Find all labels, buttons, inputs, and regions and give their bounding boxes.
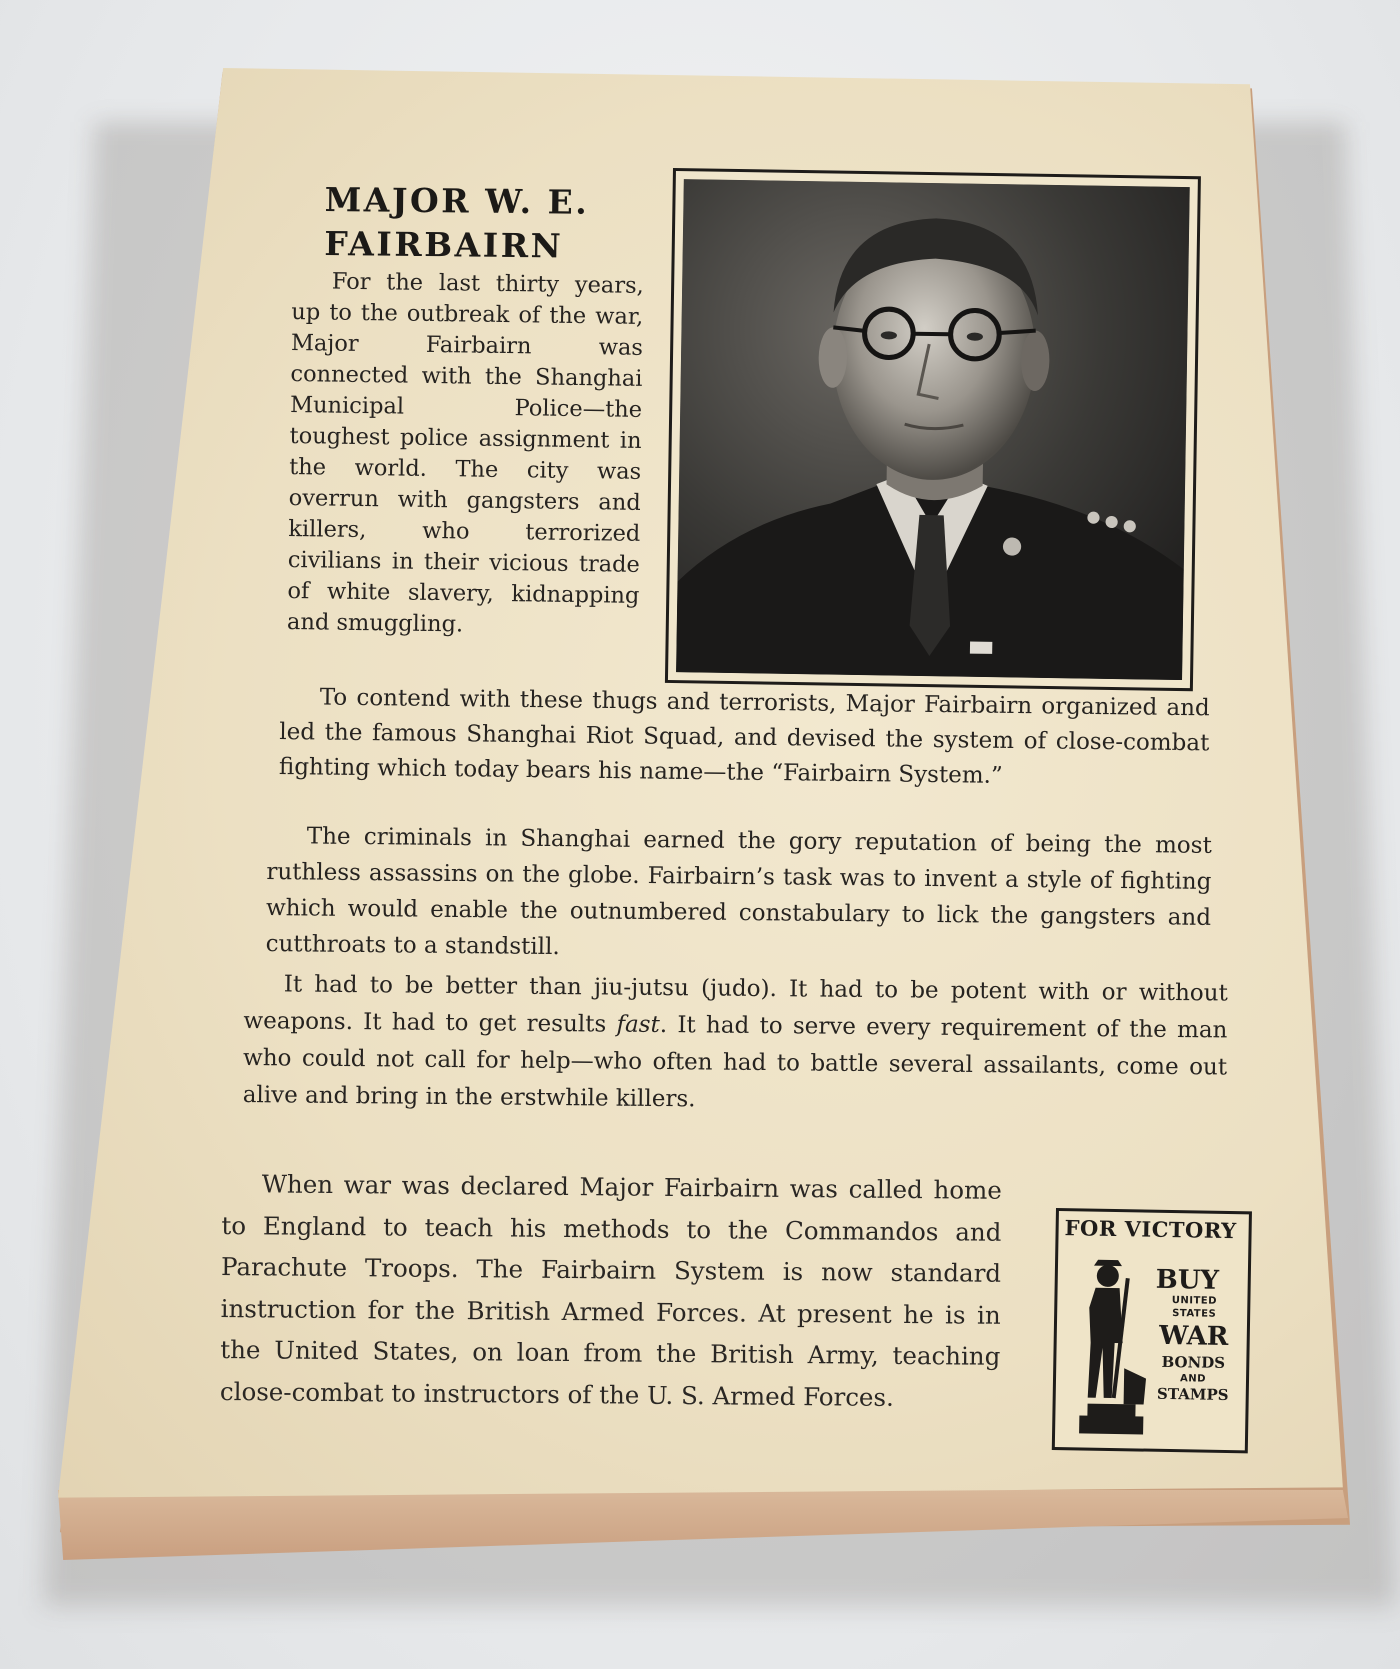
portrait-photo (676, 179, 1190, 680)
cover-title (324, 178, 589, 269)
stamp-bonds-text: BONDS (1161, 1352, 1226, 1372)
paragraph-criminals: The criminals in Shanghai earned the gory reputation of being the most ruthless assassins on the globe. Fairbairn’s task was to invent a style of fighting which would enable the outnumbered constabulary to lick the gangsters and cutthroats to a standstill. (265, 823, 1212, 961)
stamp-stamps-text: STAMPS (1156, 1384, 1229, 1405)
paragraph-riot-squad: To contend with these thugs and terrorists, Major Fairbairn organized and led the famous Shanghai Riot Squad, and devised the system of close-combat fighting which today bears his name—the “Fairbairn System.” (278, 684, 1210, 789)
paragraph-war: When war was declared Major Fairbairn was called home to England to teach his methods to the Commandos and Parachute Troops. The Fairbairn System is now standard instruction for the British Armed Forces. At present he is in the United States, on loan from the British Army, teaching close-combat to instructors of the U. S. Armed Forces. (219, 1169, 1002, 1412)
stamp-buy-text: BUY (1155, 1264, 1220, 1296)
minuteman-statue-icon (1065, 1247, 1156, 1439)
war-bonds-stamp (1052, 1208, 1252, 1453)
paragraph-requirements-part-2: . It had to serve every requirement of the man who could not call for help—who often had to battle several assailants, come out alive and bring in the erstwhile killers. (242, 1011, 1228, 1113)
paragraph-intro: For the last thirty years, up to the outbreak of the war, Major Fairbairn was connected with the Shanghai Municipal Police—the toughest police assignment in the world. The city was overrun with gangsters and killers, who terrorized civilians in their vicious trade of white slavery, kidnapping and smuggling. (286, 268, 644, 638)
stamp-united-text: UNITED (1171, 1295, 1218, 1307)
stamp-war-text: WAR (1158, 1320, 1229, 1353)
portrait-frame (665, 168, 1201, 691)
emphasis-fast: fast (616, 1011, 660, 1038)
paragraph-requirements-part-1: It had to be better than jiu-jutsu (judo). It had to be potent with or without weapons. It had to get results (243, 971, 1228, 1038)
title-line-1: MAJOR W. E. (324, 179, 590, 222)
paragraph-requirements (243, 966, 1228, 1123)
portrait-illustration (676, 179, 1190, 680)
intro-column (287, 266, 644, 643)
stamp-slogan: FOR VICTORY (1064, 1215, 1237, 1244)
stamp-states-text: STATES (1172, 1308, 1217, 1320)
stamp-and-text: AND (1179, 1373, 1207, 1385)
title-line-2: FAIRBAIRN (324, 223, 564, 266)
